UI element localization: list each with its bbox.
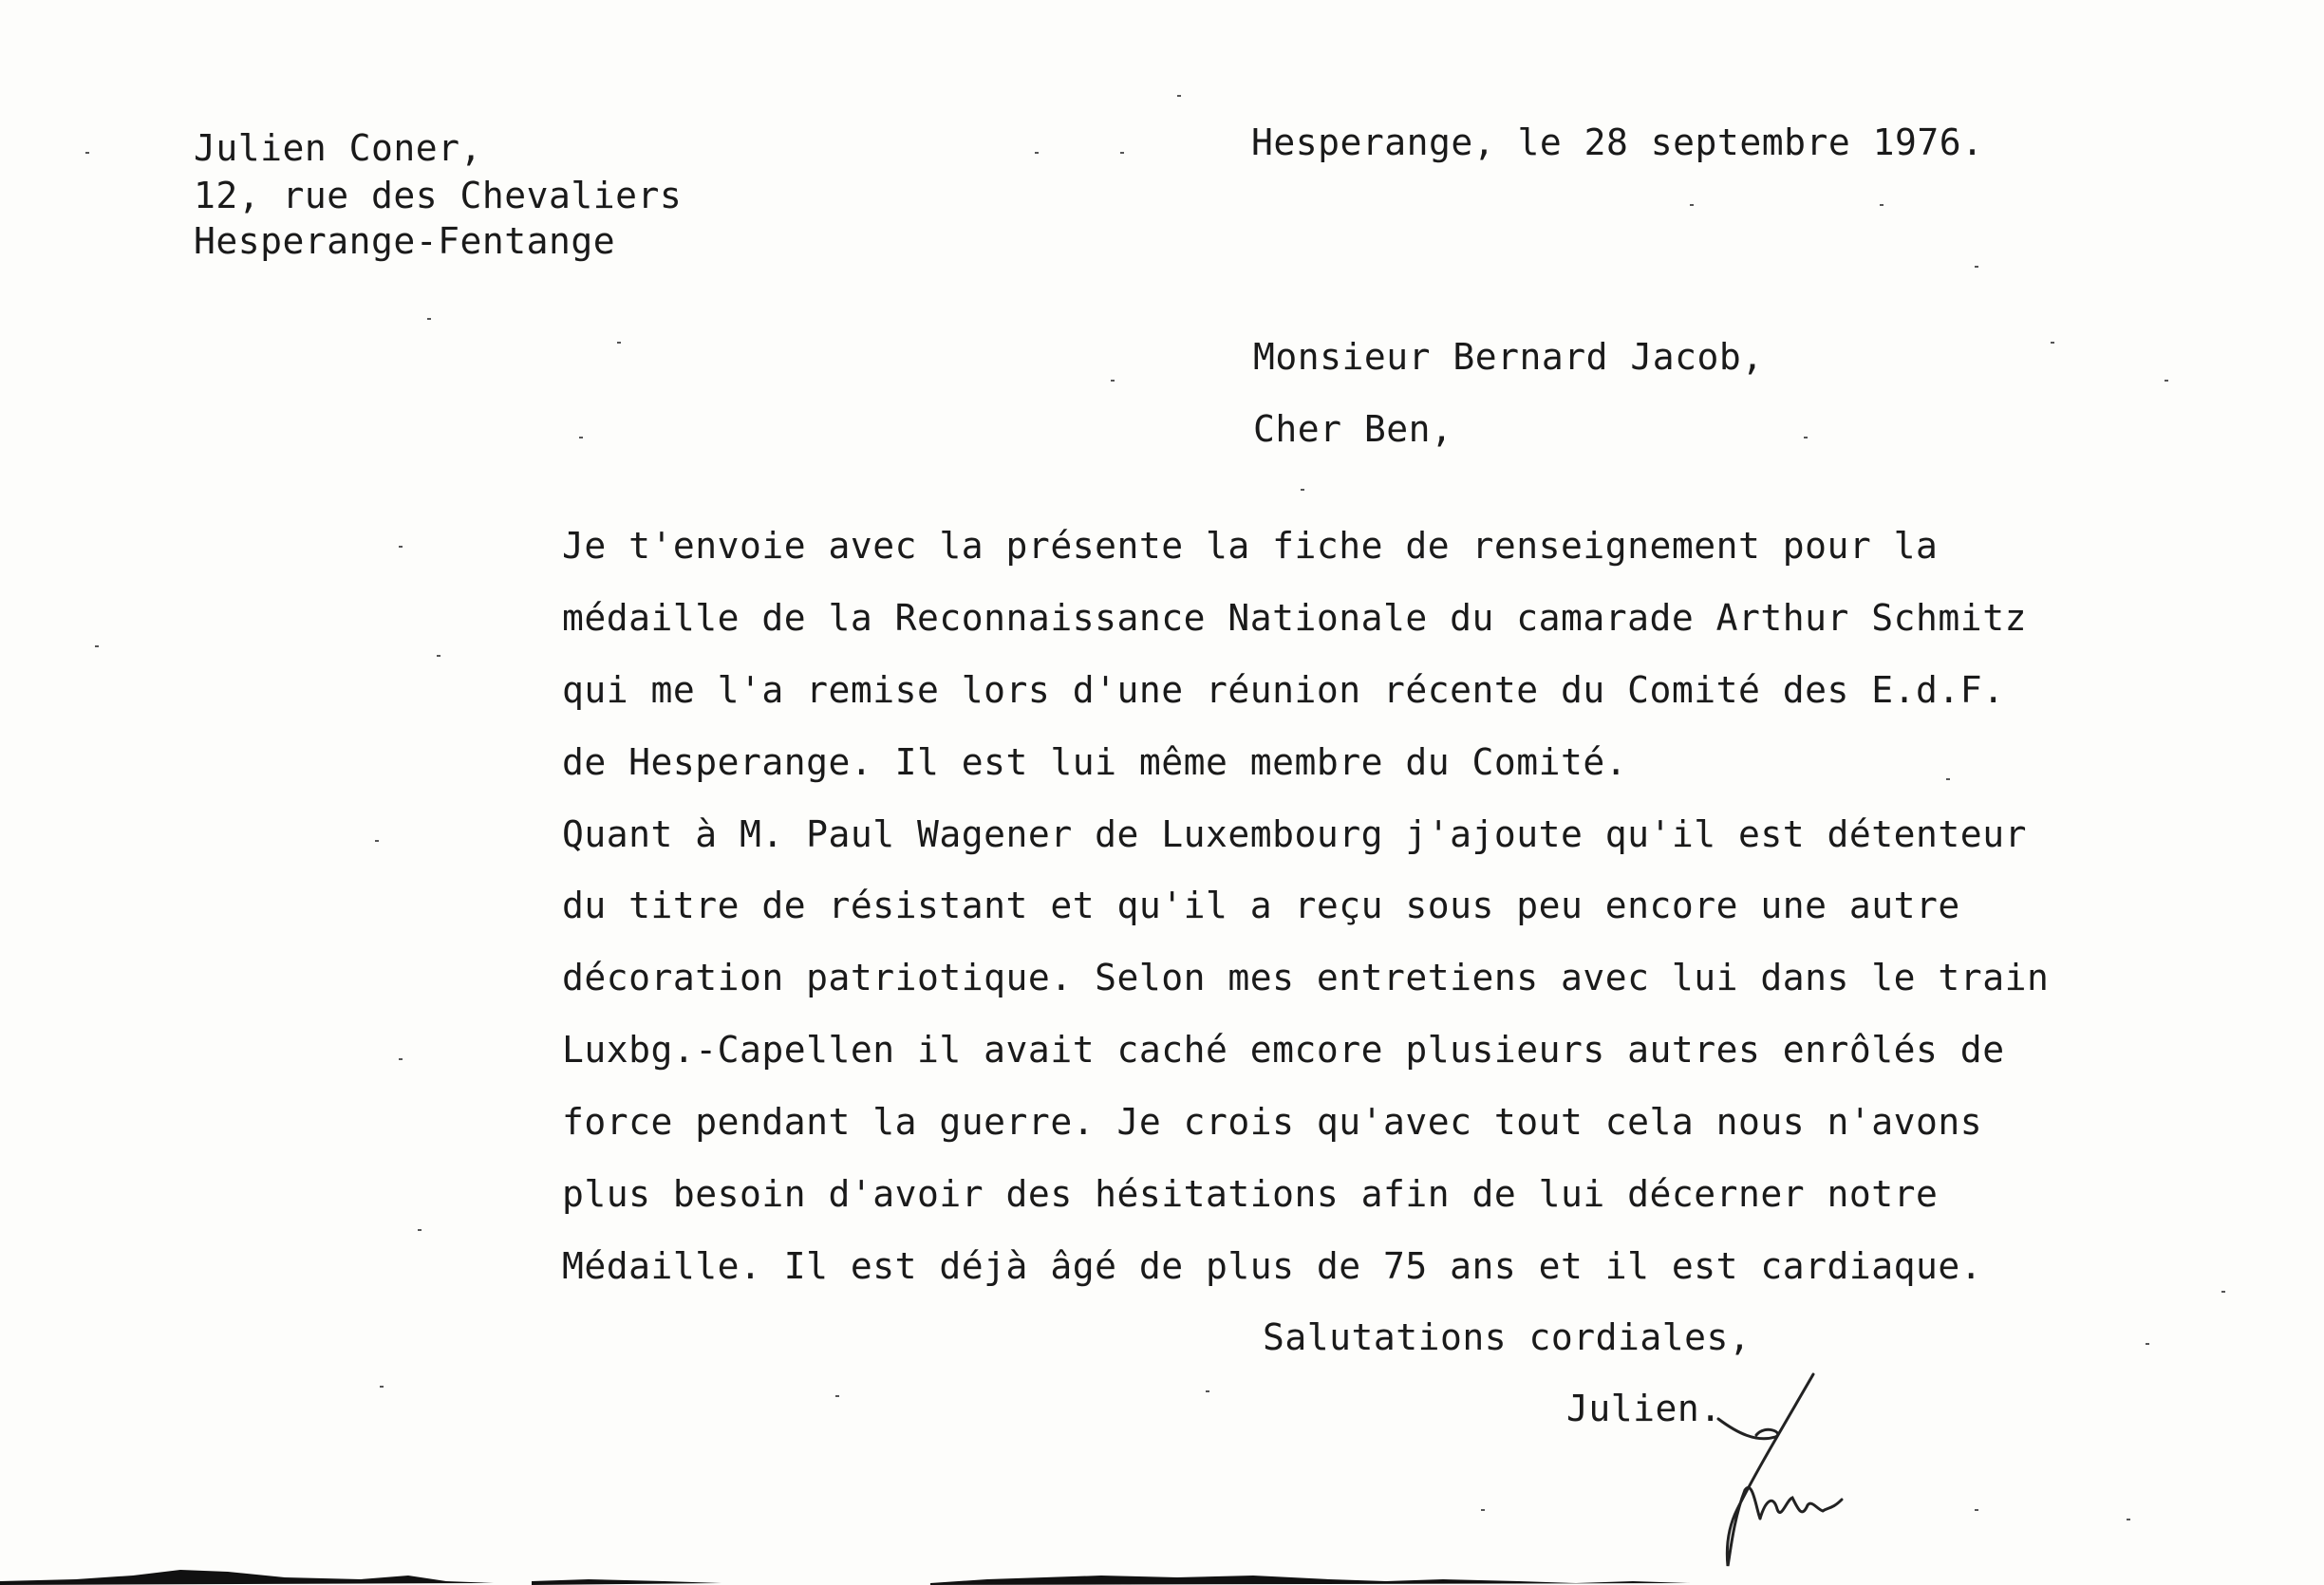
body-line: Luxbg.-Capellen il avait caché emcore plusieurs autres enrôlés de: [562, 1029, 2005, 1071]
body-line: médaille de la Reconnaissance Nationale du camarade Arthur Schmitz: [562, 597, 2027, 639]
scan-speck: [1301, 489, 1304, 491]
scan-speck: [1206, 1390, 1209, 1392]
body-line: Médaille. Il est déjà âgé de plus de 75 ans et il est cardiaque.: [562, 1245, 1983, 1287]
body-line: force pendant la guerre. Je crois qu'avec tout cela nous n'avons: [562, 1101, 1983, 1143]
scan-speck: [1804, 437, 1808, 438]
scan-speck: [2127, 1519, 2130, 1520]
scan-speck: [2165, 380, 2168, 382]
sender-street: 12, rue des Chevaliers: [194, 175, 683, 216]
scan-speck: [617, 342, 621, 344]
body-line: Je t'envoie avec la présente la fiche de renseignement pour la: [562, 525, 1939, 567]
sender-name: Julien Coner,: [194, 127, 482, 169]
scan-speck: [2051, 342, 2054, 344]
scan-speck: [1035, 152, 1039, 154]
scan-speck: [399, 1058, 403, 1060]
scan-speck: [437, 655, 440, 657]
scan-speck: [579, 437, 583, 438]
scan-speck: [1880, 204, 1884, 206]
scan-speck: [380, 1386, 384, 1388]
scan-edge-artifact: [0, 1557, 1804, 1585]
scan-speck: [1946, 778, 1950, 780]
handwritten-signature: [1699, 1367, 1918, 1585]
greeting-line: Cher Ben,: [1253, 408, 1453, 450]
scan-speck: [427, 318, 431, 320]
scan-speck: [399, 546, 403, 548]
body-line: Quant à M. Paul Wagener de Luxembourg j'ajoute qu'il est détenteur: [562, 813, 2027, 855]
scan-speck: [1111, 380, 1115, 382]
scan-speck: [95, 645, 99, 647]
dateline: Hesperange, le 28 septembre 1976.: [1251, 121, 1984, 163]
scan-speck: [1177, 95, 1181, 97]
signoff-name: Julien.: [1566, 1388, 1722, 1429]
scan-speck: [835, 1395, 839, 1397]
body-line: du titre de résistant et qu'il a reçu sous peu encore une autre: [562, 885, 1960, 926]
scan-speck: [1690, 204, 1694, 206]
scan-speck: [1975, 1509, 1978, 1511]
scan-speck: [418, 1229, 422, 1231]
scan-speck: [375, 840, 379, 842]
recipient-line: Monsieur Bernard Jacob,: [1253, 336, 1764, 378]
body-line: qui me l'a remise lors d'une réunion récente du Comité des E.d.F.: [562, 669, 2005, 711]
sender-town: Hesperange-Fentange: [194, 220, 616, 262]
scan-speck: [2146, 1343, 2149, 1345]
scan-speck: [1120, 152, 1124, 154]
scan-speck: [85, 152, 89, 154]
body-line: de Hesperange. Il est lui même membre du Comité.: [562, 741, 1628, 783]
scan-speck: [1481, 1509, 1485, 1511]
scan-speck: [1975, 266, 1978, 268]
body-line: décoration patriotique. Selon mes entretiens avec lui dans le train: [562, 957, 2050, 998]
scan-speck: [2221, 1291, 2225, 1293]
body-line: plus besoin d'avoir des hésitations afin de lui décerner notre: [562, 1173, 1939, 1215]
closing-line: Salutations cordiales,: [1263, 1316, 1752, 1358]
